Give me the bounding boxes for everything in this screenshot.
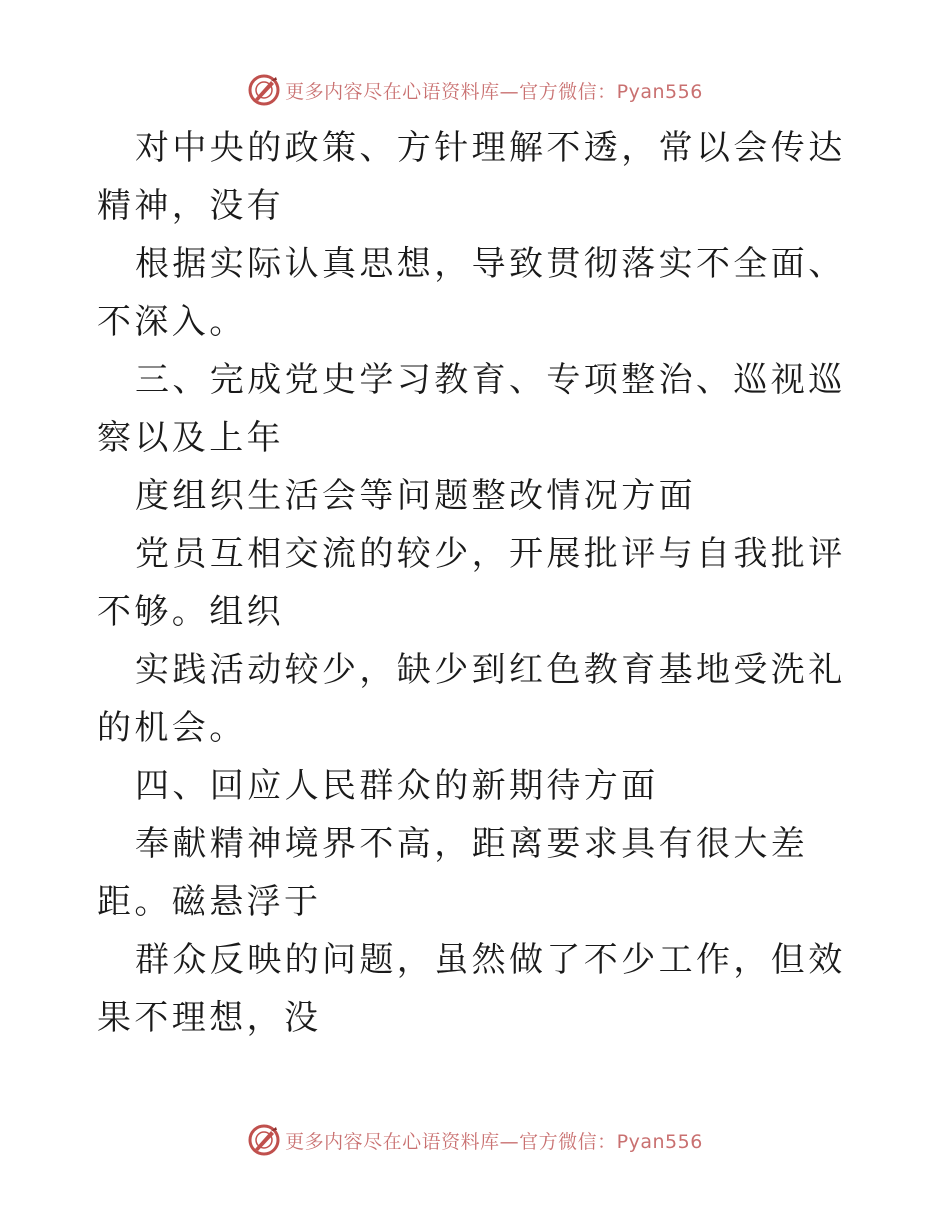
paragraph-3: 三、完成党史学习教育、专项整治、巡视巡察以及上年 [97,360,846,458]
document-body [97,119,857,1047]
paragraph-7: 四、回应人民群众的新期待方面 [135,766,659,806]
footer-banner-text: 更多内容尽在心语资料库—官方微信：Pyan556 [285,1130,703,1153]
footer-banner [0,1120,950,1160]
paragraph-4: 度组织生活会等问题整改情况方面 [135,476,696,516]
paragraph-9: 群众反映的问题，虽然做了不少工作，但效果不理想，没 [97,940,846,1038]
header-banner [0,70,950,110]
paragraph-8: 奉献精神境界不高，距离要求具有很大差距。磁悬浮于 [97,824,809,922]
quill-seal-icon [247,73,281,107]
quill-seal-icon [247,1123,281,1157]
paragraph-2: 根据实际认真思想，导致贯彻落实不全面、不深入。 [97,244,846,342]
paragraph-6: 实践活动较少，缺少到红色教育基地受洗礼的机会。 [97,650,846,748]
paragraph-1: 对中央的政策、方针理解不透，常以会传达精神，没有 [97,128,846,226]
header-banner-text: 更多内容尽在心语资料库—官方微信：Pyan556 [285,80,703,103]
paragraph-5: 党员互相交流的较少，开展批评与自我批评不够。组织 [97,534,846,632]
